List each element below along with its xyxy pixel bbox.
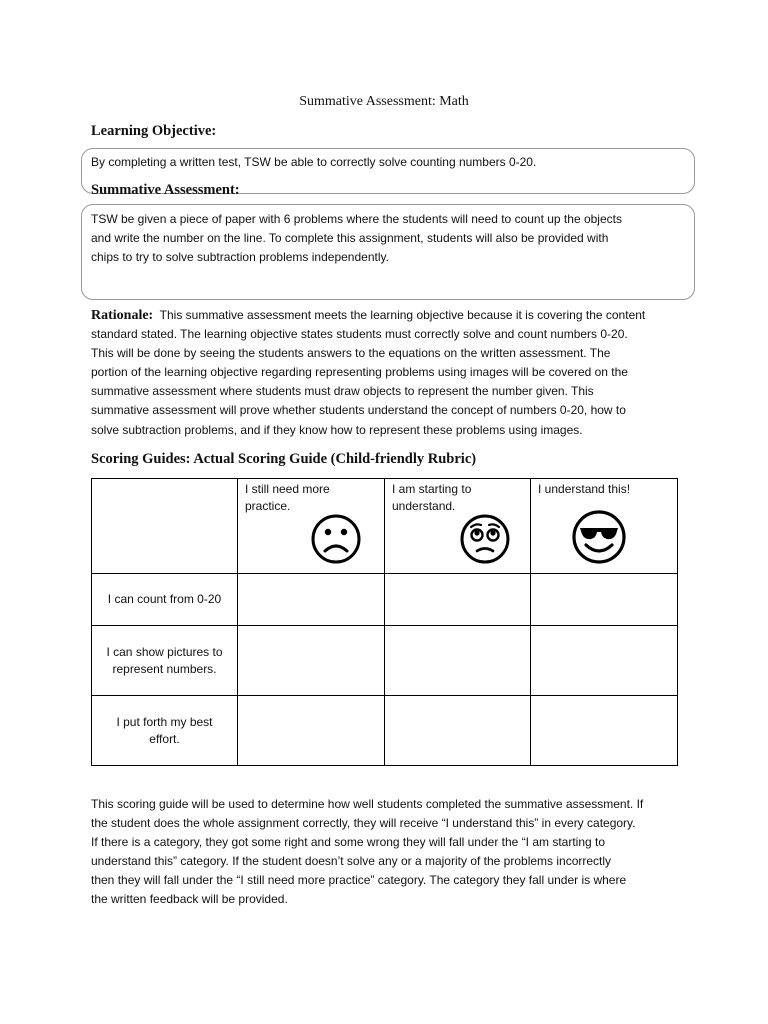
summative-assessment-text — [91, 210, 681, 267]
rubric-header-cell — [531, 479, 678, 574]
rubric-table — [91, 478, 678, 766]
text-line: solve subtraction problems, and if they know how to represent these problems using images. — [91, 422, 583, 437]
column-label: I am starting to understand. — [392, 482, 472, 513]
text-line: standard stated. The learning objective states students must correctly solve and count numbers 0-20. — [91, 327, 628, 342]
text-line: Rationale: This summative assessment meets the learning objective because it is covering the content — [91, 308, 646, 323]
rubric-header-cell — [238, 479, 385, 574]
column-label: I understand this! — [538, 482, 631, 496]
text-line: summative assessment where students must draw objects to represent the number given. This — [91, 384, 594, 399]
text-line: This scoring guide will be used to determine how well students completed the summative assessment. If — [91, 797, 644, 811]
column-label: I still need more practice. — [245, 482, 330, 513]
rationale-heading: Rationale: — [91, 308, 154, 323]
text-line: then they will fall under the “I still need more practice” category. The category they fall under is where — [91, 873, 627, 888]
text-line: summative assessment will prove whether students understand the concept of numbers 0-20, how to — [91, 403, 626, 418]
row-label: I can count from 0-20 — [92, 574, 238, 626]
learning-objective-text: By completing a written test, TSW be able to correctly solve counting numbers 0-20. — [91, 155, 537, 169]
sad-face-icon — [310, 513, 362, 565]
worried-face-icon — [459, 513, 511, 565]
row-label: I put forth my best effort. — [92, 696, 238, 766]
rubric-row — [92, 574, 678, 626]
text-line: understand this” category. If the student doesn’t solve any or a majority of the problems incorrectly — [91, 854, 612, 869]
rubric-cell — [531, 696, 678, 766]
scoring-guide-heading: Scoring Guides: Actual Scoring Guide (Child-friendly Rubric) — [91, 451, 477, 467]
rubric-cell — [385, 696, 531, 766]
rubric-row — [92, 696, 678, 766]
text-line: portion of the learning objective regarding representing problems using images will be covered on the — [91, 365, 628, 380]
rubric-cell — [385, 626, 531, 696]
sunglasses-face-icon — [571, 509, 627, 565]
rubric-cell — [238, 574, 385, 626]
text-line: the student does the whole assignment correctly, they will receive “I understand this” in every category. — [91, 816, 636, 831]
text-line: the written feedback will be provided. — [91, 892, 288, 907]
row-label: I can show pictures to represent numbers. — [92, 626, 238, 696]
rationale-paragraph — [91, 306, 683, 440]
summative-assessment-heading: Summative Assessment: — [91, 182, 240, 198]
rubric-corner-cell — [92, 479, 238, 574]
rubric-cell — [238, 626, 385, 696]
text-line: TSW be given a piece of paper with 6 problems where the students will need to count up the objects — [91, 212, 622, 226]
text-line: This will be done by seeing the students answers to the equations on the written assessment. The — [91, 346, 611, 361]
page-title: Summative Assessment: Math — [299, 94, 469, 109]
learning-objective-heading: Learning Objective: — [91, 123, 217, 139]
rubric-cell — [385, 574, 531, 626]
conclusion-paragraph — [91, 795, 683, 910]
rubric-cell — [531, 574, 678, 626]
text-line: and write the number on the line. To complete this assignment, students will also be provided with — [91, 231, 609, 245]
rubric-header-cell — [385, 479, 531, 574]
rubric-cell — [238, 696, 385, 766]
rubric-cell — [531, 626, 678, 696]
text-line: chips to try to solve subtraction problems independently. — [91, 250, 389, 264]
rubric-header-row — [92, 479, 678, 574]
rubric-row — [92, 626, 678, 696]
text-line: If there is a category, they got some right and some wrong they will fall under the “I am starting to — [91, 835, 606, 850]
